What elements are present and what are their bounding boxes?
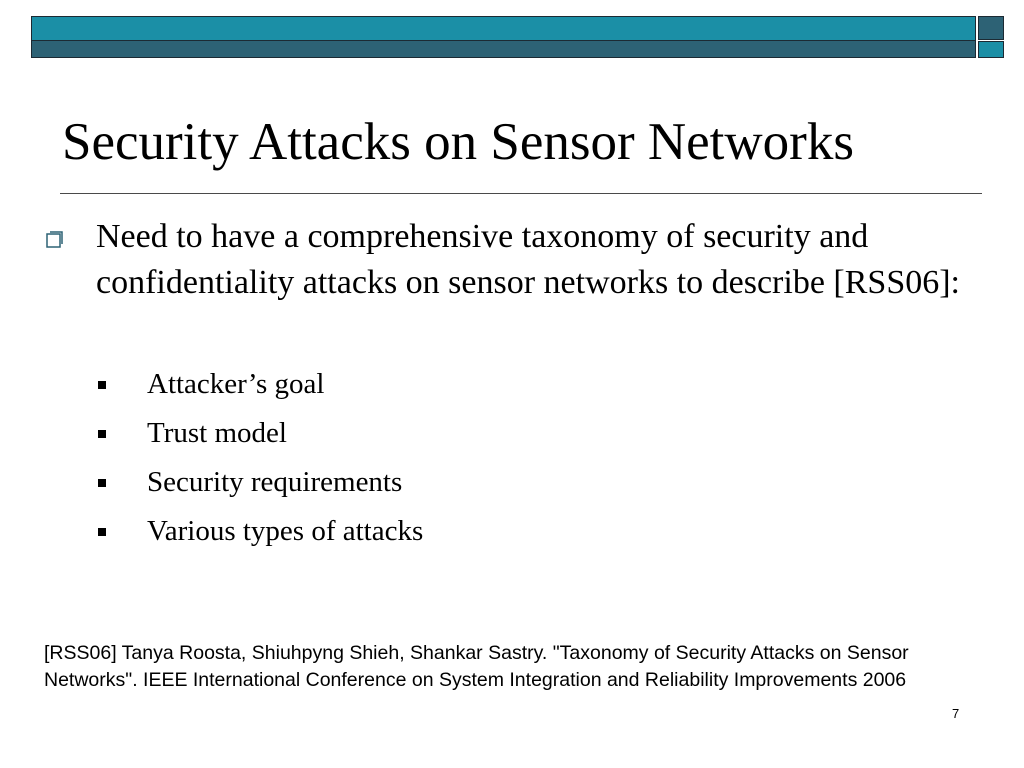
square-bullet-icon: [98, 528, 106, 536]
citation-text: [RSS06] Tanya Roosta, Shiuhpyng Shieh, Shankar Sastry. "Taxonomy of Security Attacks on Sensor Networks". IEEE International Conference on System Integration and Reliability Improvements 2006: [44, 642, 909, 691]
sub-bullet-text: Various types of attacks: [147, 515, 424, 547]
main-bullet-text: Need to have a comprehensive taxonomy of security and confidentiality attacks on sensor networks to describe [RSS06]:: [96, 218, 960, 301]
header-square-bottom: [978, 41, 1004, 58]
square-bullet-icon: [98, 479, 106, 487]
page-number: 7: [952, 706, 960, 721]
sub-bullet-text: Trust model: [147, 417, 287, 449]
sub-bullet-text: Security requirements: [147, 466, 403, 498]
square-bullet-icon: [98, 381, 106, 389]
title-divider: [60, 193, 982, 194]
hollow-square-bullet-icon: [46, 230, 64, 248]
slide-title: Security Attacks on Sensor Networks: [62, 113, 854, 171]
sub-bullet-text: Attacker’s goal: [147, 368, 325, 400]
header-bar-dark-band: [32, 41, 975, 58]
header-bar-teal-band: [32, 17, 975, 41]
square-bullet-icon: [98, 430, 106, 438]
header-bar: [31, 16, 976, 58]
header-square-top: [978, 16, 1004, 40]
